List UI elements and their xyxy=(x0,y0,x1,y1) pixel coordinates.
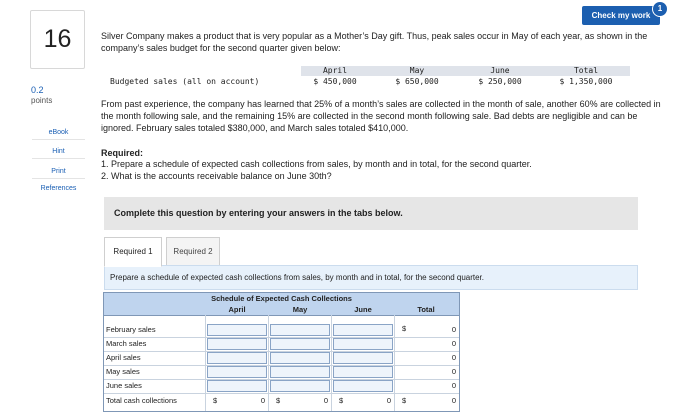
tab-instruction: Prepare a schedule of expected cash collections from sales, by month and in total, for the second quarter. xyxy=(104,265,638,290)
budget-value-may: $ 650,000 xyxy=(395,77,439,86)
row-label: April sales xyxy=(106,353,141,362)
may-april-input[interactable] xyxy=(207,366,267,378)
schedule-row-total-collections xyxy=(104,394,459,408)
schedule-col-total: Total xyxy=(417,305,435,314)
row-label: Total cash collections xyxy=(106,396,177,405)
budget-header-may: May xyxy=(409,66,425,75)
tab-required-2[interactable]: Required 2 xyxy=(166,237,220,266)
row-total: 0 xyxy=(451,325,456,334)
april-june-input[interactable] xyxy=(333,352,393,364)
print-link[interactable]: Print xyxy=(32,165,85,179)
april-may-input[interactable] xyxy=(270,352,330,364)
budget-header-april: April xyxy=(322,66,348,75)
schedule-col-april: April xyxy=(228,305,246,314)
february-may-input[interactable] xyxy=(270,324,330,336)
tab-required-1[interactable]: Required 1 xyxy=(104,237,162,267)
attempt-count-badge: 1 xyxy=(652,1,668,17)
row-label: May sales xyxy=(106,367,140,376)
february-june-input[interactable] xyxy=(333,324,393,336)
required-item-1: 1. Prepare a schedule of expected cash collections from sales, by month and in total, for the second quarter. xyxy=(101,159,532,169)
april-april-input[interactable] xyxy=(207,352,267,364)
row-total: 0 xyxy=(451,353,456,362)
schedule-col-may: May xyxy=(292,305,308,314)
budget-value-april: $ 450,000 xyxy=(313,77,357,86)
points-label: points xyxy=(31,96,53,105)
june-may-input[interactable] xyxy=(270,380,330,392)
points-value: 0.2 xyxy=(31,85,44,95)
required-heading: Required: xyxy=(101,148,144,158)
schedule-row-march xyxy=(104,337,459,352)
row-total: 0 xyxy=(451,381,456,390)
currency-symbol: $ xyxy=(276,396,281,405)
march-june-input[interactable] xyxy=(333,338,393,350)
hint-link[interactable]: Hint xyxy=(32,145,85,159)
row-label: March sales xyxy=(106,339,147,348)
row-label: June sales xyxy=(106,381,142,390)
budget-header-june: June xyxy=(490,66,510,75)
may-june-input[interactable] xyxy=(333,366,393,378)
may-total: 0 xyxy=(323,396,328,405)
row-label: February sales xyxy=(106,325,156,334)
complete-instructions-banner: Complete this question by entering your answers in the tabs below. xyxy=(104,197,638,230)
check-my-work-button[interactable]: Check my work xyxy=(582,6,660,25)
may-may-input[interactable] xyxy=(270,366,330,378)
schedule-col-june: June xyxy=(354,305,372,314)
schedule-row-june xyxy=(104,379,459,394)
budget-value-total: $ 1,350,000 xyxy=(559,77,613,86)
june-june-input[interactable] xyxy=(333,380,393,392)
references-link[interactable]: References xyxy=(40,185,77,192)
row-total: 0 xyxy=(451,339,456,348)
grand-total: 0 xyxy=(451,396,456,405)
schedule-row-february xyxy=(104,323,459,338)
april-total: 0 xyxy=(260,396,265,405)
currency-symbol: $ xyxy=(402,396,407,405)
march-april-input[interactable] xyxy=(207,338,267,350)
june-total: 0 xyxy=(386,396,391,405)
budget-row-label: Budgeted sales (all on account) xyxy=(110,77,260,86)
schedule-title: Schedule of Expected Cash Collections xyxy=(211,294,352,303)
collection-pattern-text: From past experience, the company has learned that 25% of a month’s sales are collected in the month of sale, another 60% are collected in the month following sale, and the remaining 15% are collected in the second month following sale. Bad debts are negligible and can be ignored. February sales totaled $380,000, and March sales totaled $410,000. xyxy=(101,99,661,133)
budget-header-total: Total xyxy=(573,66,599,75)
cash-collections-schedule xyxy=(103,292,460,412)
currency-symbol: $ xyxy=(213,396,218,405)
ebook-link[interactable]: eBook xyxy=(32,126,85,140)
row-total: 0 xyxy=(451,367,456,376)
currency-symbol: $ xyxy=(339,396,344,405)
june-april-input[interactable] xyxy=(207,380,267,392)
schedule-row-april xyxy=(104,351,459,366)
question-number: 16 xyxy=(30,10,85,69)
currency-symbol: $ xyxy=(402,324,407,333)
schedule-row-may xyxy=(104,365,459,380)
budget-value-june: $ 250,000 xyxy=(478,77,522,86)
february-april-input[interactable] xyxy=(207,324,267,336)
march-may-input[interactable] xyxy=(270,338,330,350)
intro-text: Silver Company makes a product that is very popular as a Mother’s Day gift. Thus, peak sales occur in May of each year, as shown in the company’s sales budget for the second quarter given below: xyxy=(101,31,648,53)
required-item-2: 2. What is the accounts receivable balance on June 30th? xyxy=(101,171,332,181)
sales-budget-table xyxy=(104,66,630,89)
